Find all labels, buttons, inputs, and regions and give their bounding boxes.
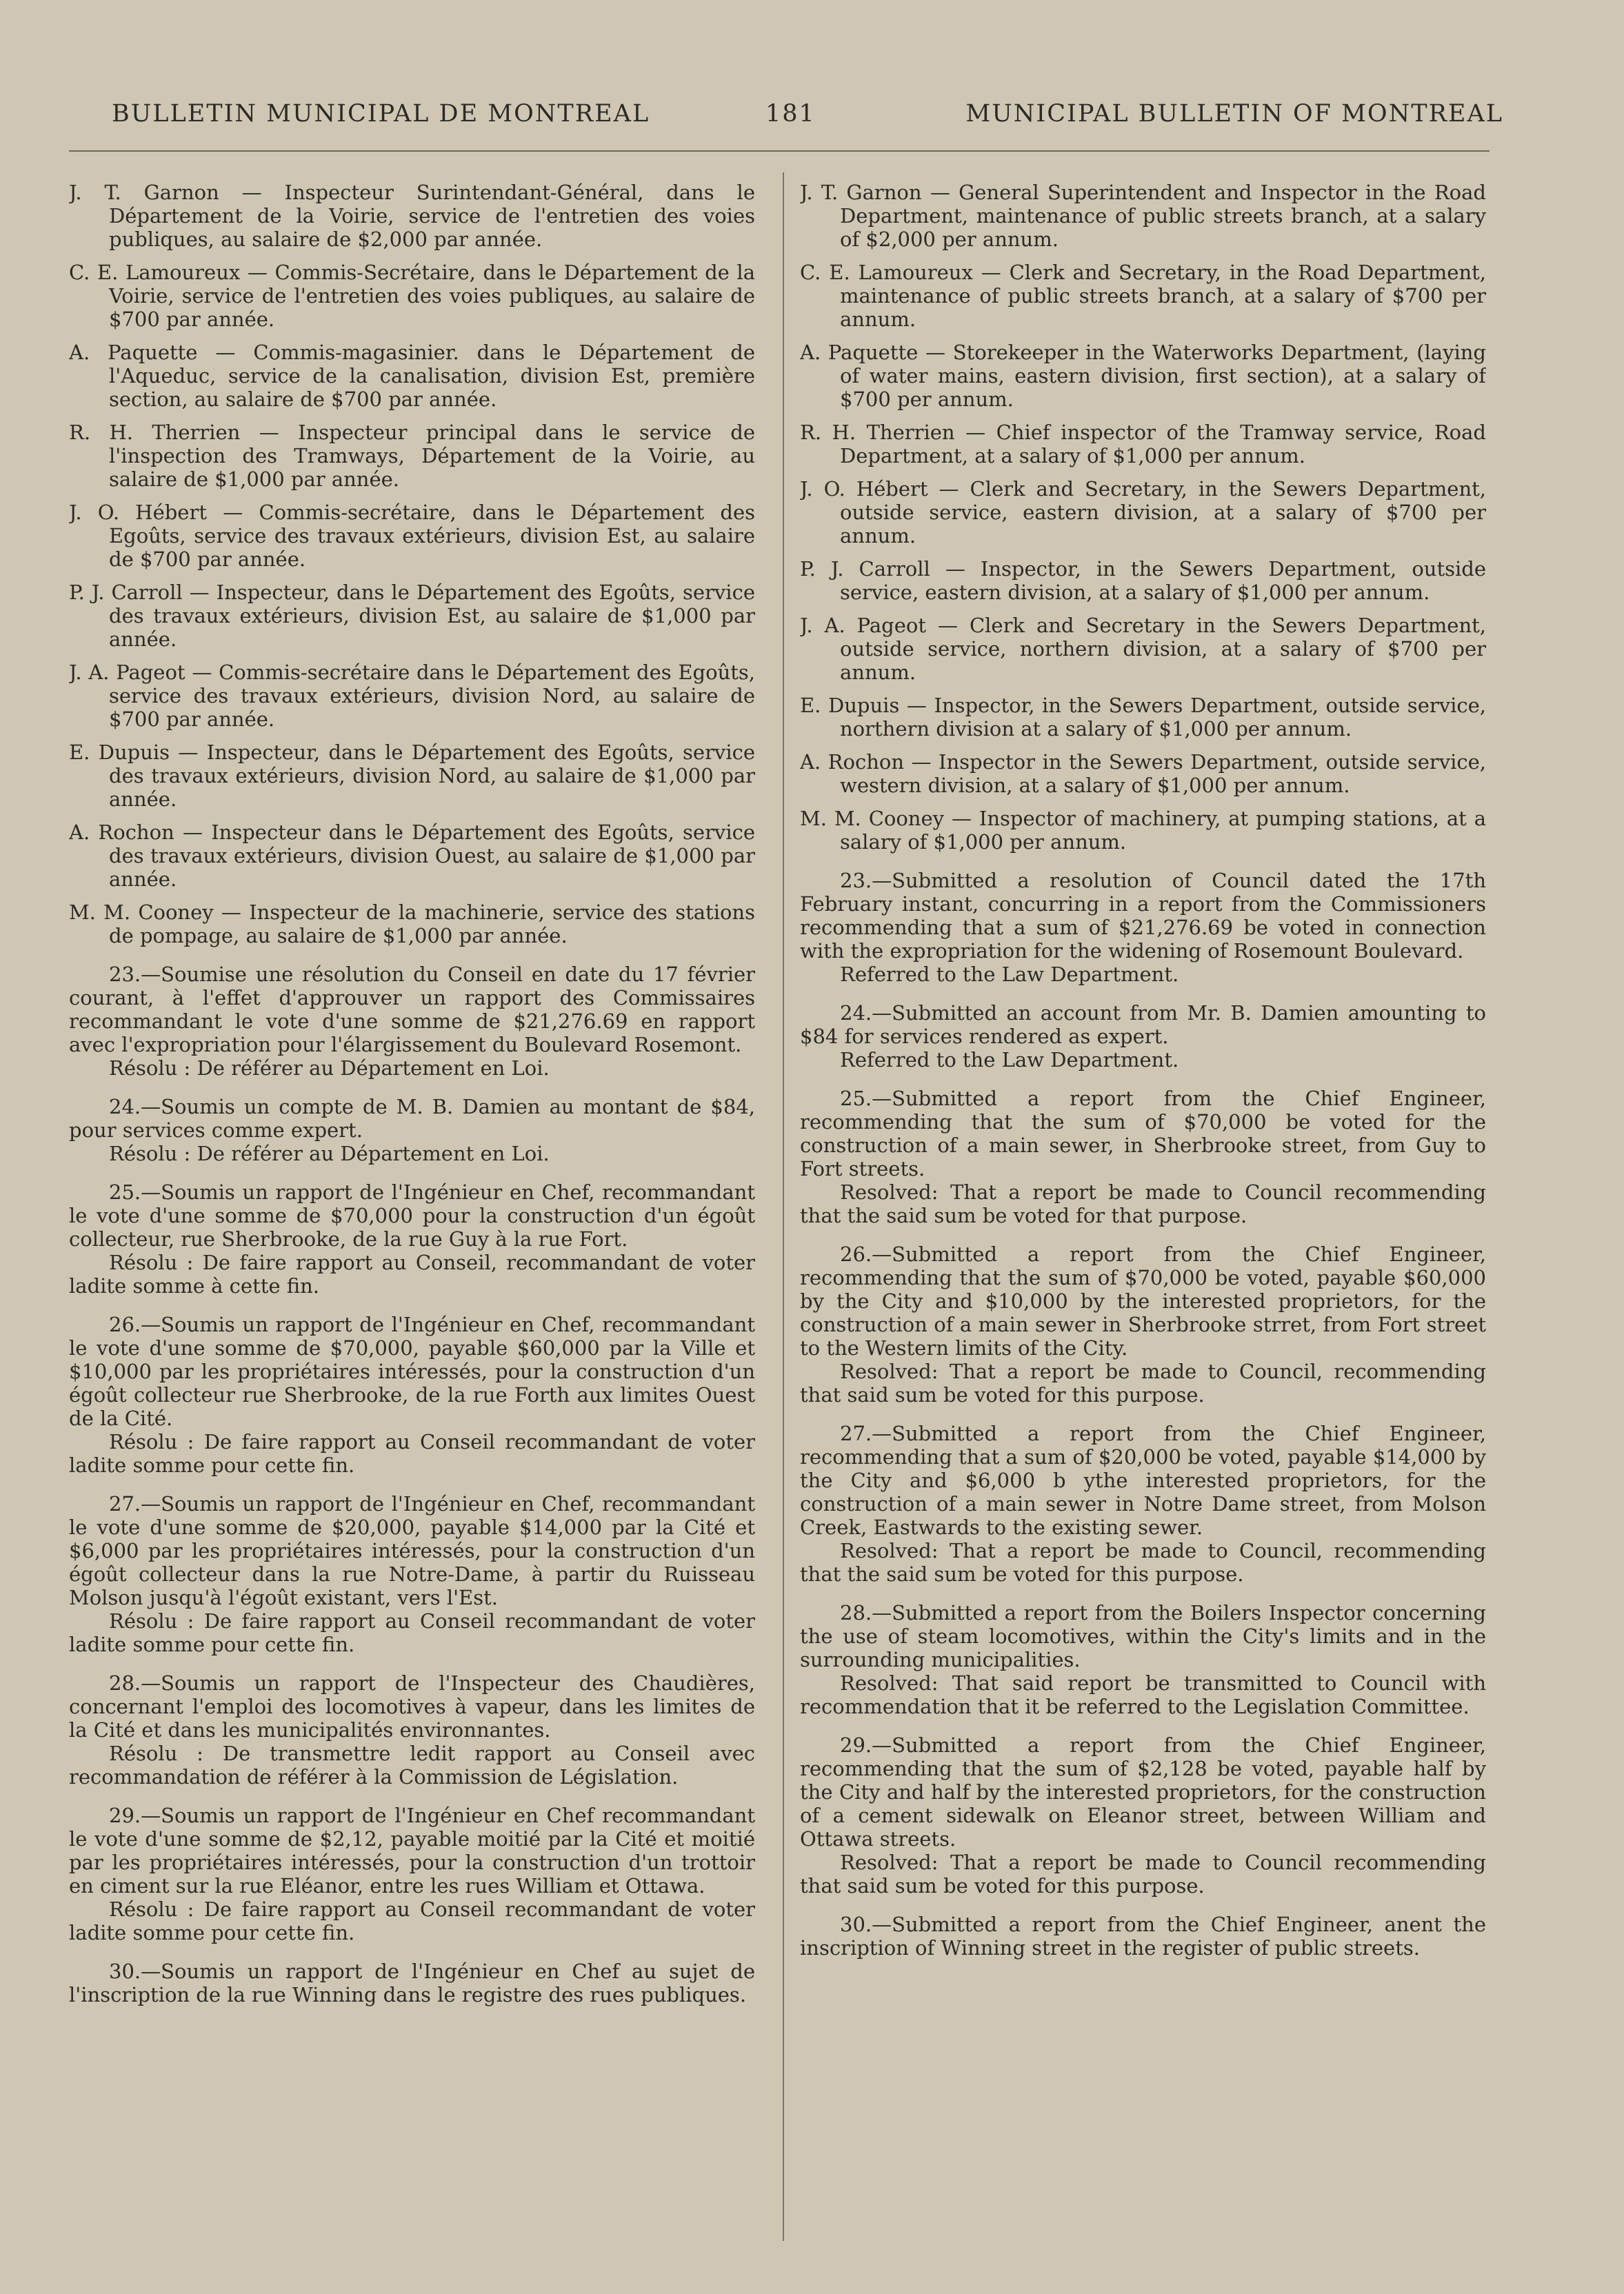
appointment-entry: J. A. Pageot — Commis-secrétaire dans le Département des Egoûts, service des travaux extérieurs, division Nord, au salaire de $700 par année. (69, 661, 755, 731)
agenda-item-27: 27.—Submitted a report from the Chief Engineer, recommending that a sum of $20,000 be voted, payable $14,000 by the City and $6,000 b ythe interested proprietors, for the construction of a main sewer in Notre Dame street, from Molson Creek, Eastwards to the existing sewer. (800, 1422, 1486, 1539)
agenda-item-24: 24.—Soumis un compte de M. B. Damien au montant de $84, pour services comme expert. (69, 1095, 755, 1142)
agenda-item-26: 26.—Submitted a report from the Chief Engineer, recommending that the sum of $70,000 be voted, payable $60,000 by the City and $10,000 by the interested proprietors, for the construction of a main sewer in Sherbrooke strret, from Fort street to the Western limits of the City. (800, 1242, 1486, 1360)
english-column (800, 181, 1486, 2249)
resolution-29: Resolved: That a report be made to Council recommending that said sum be voted for this purpose. (800, 1851, 1486, 1898)
appointment-entry: C. E. Lamoureux — Clerk and Secretary, in the Road Department, maintenance of public streets branch, at a salary of $700 per annum. (800, 261, 1486, 331)
agenda-item-28: 28.—Soumis un rapport de l'Inspecteur des Chaudières, concernant l'emploi des locomotives à vapeur, dans les limites de la Cité et dans les municipalités environnantes. (69, 1671, 755, 1742)
french-column (69, 181, 755, 2249)
header-title-french: BULLETIN MUNICIPAL DE MONTREAL (112, 100, 650, 128)
appointment-entry: E. Dupuis — Inspecteur, dans le Département des Egoûts, service des travaux extérieurs, division Nord, au salaire de $1,000 par année. (69, 741, 755, 811)
appointment-entry: A. Paquette — Storekeeper in the Waterworks Department, (laying of water mains, eastern division, first section), at a salary of $700 per annum. (800, 341, 1486, 411)
resolution-25: Résolu : De faire rapport au Conseil, recommandant de voter ladite somme à cette fin. (69, 1251, 755, 1298)
agenda-item-25: 25.—Soumis un rapport de l'Ingénieur en Chef, recommandant le vote d'une somme de $70,000 pour la construction d'un égoût collecteur, rue Sherbrooke, de la rue Guy à la rue Fort. (69, 1180, 755, 1251)
appointment-entry: A. Paquette — Commis-magasinier. dans le Département de l'Aqueduc, service de la canalisation, division Est, première section, au salaire de $700 par année. (69, 341, 755, 411)
running-head (69, 100, 1503, 141)
header-title-english: MUNICIPAL BULLETIN OF MONTREAL (965, 100, 1503, 128)
resolution-27: Résolu : De faire rapport au Conseil recommandant de voter ladite somme pour cette fin. (69, 1609, 755, 1656)
appointment-entry: P. J. Carroll — Inspector, in the Sewers Department, outside service, eastern division, at a salary of $1,000 per annum. (800, 557, 1486, 604)
column-divider (783, 172, 784, 2241)
agenda-item-25: 25.—Submitted a report from the Chief Engineer, recommending that the sum of $70,000 be voted for the construction of a main sewer, in Sherbrooke street, from Guy to Fort streets. (800, 1087, 1486, 1180)
appointment-entry: J. O. Hébert — Commis-secrétaire, dans le Département des Egoûts, service des travaux extérieurs, division Est, au salaire de $700 par année. (69, 501, 755, 571)
appointment-entry: C. E. Lamoureux — Commis-Secrétaire, dans le Département de la Voirie, service de l'entretien des voies publiques, au salaire de $700 par année. (69, 261, 755, 331)
agenda-item-23: 23.—Soumise une résolution du Conseil en date du 17 février courant, à l'effet d'approuver un rapport des Commissaires recommandant le vote d'une somme de $21,276.69 en rapport avec l'expropriation pour l'élargissement du Boulevard Rosemont. (69, 963, 755, 1056)
agenda-item-30: 30.—Soumis un rapport de l'Ingénieur en Chef au sujet de l'inscription de la rue Winning dans le registre des rues publiques. (69, 1960, 755, 2006)
appointment-entry: A. Rochon — Inspector in the Sewers Department, outside service, western division, at a salary of $1,000 per annum. (800, 750, 1486, 797)
agenda-item-24: 24.—Submitted an account from Mr. B. Damien amounting to $84 for services rendered as expert. (800, 1001, 1486, 1048)
agenda-item-29: 29.—Soumis un rapport de l'Ingénieur en Chef recommandant le vote d'une somme de $2,12, payable moitié par la Cité et moitié par les propriétaires intéressés, pour la construction d'un trottoir en ciment sur la rue Eléanor, entre les rues William et Ottawa. (69, 1804, 755, 1898)
resolution-24: Referred to the Law Department. (840, 1048, 1179, 1071)
agenda-item-30: 30.—Submitted a report from the Chief Engineer, anent the inscription of Winning street in the register of public streets. (800, 1913, 1486, 1960)
agenda-item-29: 29.—Submitted a report from the Chief Engineer, recommending that the sum of $2,128 be voted, payable half by the City and half by the interested proprietors, for the construction of a cement sidewalk on Eleanor street, between William and Ottawa streets. (800, 1733, 1486, 1851)
appointment-entry: J. A. Pageot — Clerk and Secretary in the Sewers Department, outside service, northern division, at a salary of $700 per annum. (800, 614, 1486, 684)
appointment-entry: P. J. Carroll — Inspecteur, dans le Département des Egoûts, service des travaux extérieurs, division Est, au salaire de $1,000 par année. (69, 581, 755, 651)
resolution-29: Résolu : De faire rapport au Conseil recommandant de voter ladite somme pour cette fin. (69, 1898, 755, 1944)
appointment-entry: J. T. Garnon — General Superintendent and Inspector in the Road Department, maintenance of public streets branch, at a salary of $2,000 per annum. (800, 181, 1486, 251)
appointment-entry: E. Dupuis — Inspector, in the Sewers Department, outside service, northern division at a salary of $1,000 per annum. (800, 694, 1486, 741)
appointment-entry: J. T. Garnon — Inspecteur Surintendant-Général, dans le Département de la Voirie, service de l'entretien des voies publiques, au salaire de $2,000 par année. (69, 181, 755, 251)
appointment-entry: J. O. Hébert — Clerk and Secretary, in the Sewers Department, outside service, eastern division, at a salary of $700 per annum. (800, 477, 1486, 547)
resolution-26: Resolved: That a report be made to Council, recommending that said sum be voted for this purpose. (800, 1360, 1486, 1407)
resolution-23: Résolu : De référer au Département en Loi. (109, 1056, 550, 1080)
agenda-item-26: 26.—Soumis un rapport de l'Ingénieur en Chef, recommandant le vote d'une somme de $70,000, payable $60,000 par la Ville et $10,000 par les propriétaires intéressés, pour la construction d'un égoût collecteur rue Sherbrooke, de la rue Forth aux limites Ouest de la Cité. (69, 1313, 755, 1430)
resolution-24: Résolu : De référer au Département en Loi. (109, 1142, 550, 1165)
resolution-26: Résolu : De faire rapport au Conseil recommandant de voter ladite somme pour cette fin. (69, 1430, 755, 1477)
resolution-28: Résolu : De transmettre ledit rapport au Conseil avec recommandation de référer à la Commission de Législation. (69, 1742, 755, 1789)
appointment-entry: M. M. Cooney — Inspecteur de la machinerie, service des stations de pompage, au salaire de $1,000 par année. (69, 901, 755, 947)
appointment-entry: A. Rochon — Inspecteur dans le Département des Egoûts, service des travaux extérieurs, division Ouest, au salaire de $1,000 par année. (69, 821, 755, 891)
resolution-23: Referred to the Law Department. (840, 963, 1179, 986)
agenda-item-27: 27.—Soumis un rapport de l'Ingénieur en Chef, recommandant le vote d'une somme de $20,000, payable $14,000 par la Cité et $6,000 par les propriétaires intéressés, pour la construction d'un égoût collecteur dans la rue Notre-Dame, à partir du Ruisseau Molson jusqu'à l'égoût existant, vers l'Est. (69, 1492, 755, 1609)
resolution-25: Resolved: That a report be made to Council recommending that the said sum be voted for that purpose. (800, 1180, 1486, 1227)
agenda-item-23: 23.—Submitted a resolution of Council dated the 17th February instant, concurring in a report from the Commissioners recommending that a sum of $21,276.69 be voted in connection with the expropriation for the widening of Rosemount Boulevard. (800, 869, 1486, 963)
appointment-entry: R. H. Therrien — Chief inspector of the Tramway service, Road Department, at a salary of $1,000 per annum. (800, 421, 1486, 467)
resolution-28: Resolved: That said report be transmitted to Council with recommendation that it be referred to the Legislation Committee. (800, 1671, 1486, 1718)
header-rule (69, 150, 1490, 152)
appointment-entry: M. M. Cooney — Inspector of machinery, at pumping stations, at a salary of $1,000 per annum. (800, 807, 1486, 854)
agenda-item-28: 28.—Submitted a report from the Boilers Inspector concerning the use of steam locomotives, within the City's limits and in the surrounding municipalities. (800, 1601, 1486, 1671)
appointment-entry: R. H. Therrien — Inspecteur principal dans le service de l'inspection des Tramways, Département de la Voirie, au salaire de $1,000 par année. (69, 421, 755, 491)
resolution-27: Resolved: That a report be made to Council, recommending that the said sum be voted for this purpose. (800, 1539, 1486, 1586)
page-number: 181 (765, 100, 816, 128)
